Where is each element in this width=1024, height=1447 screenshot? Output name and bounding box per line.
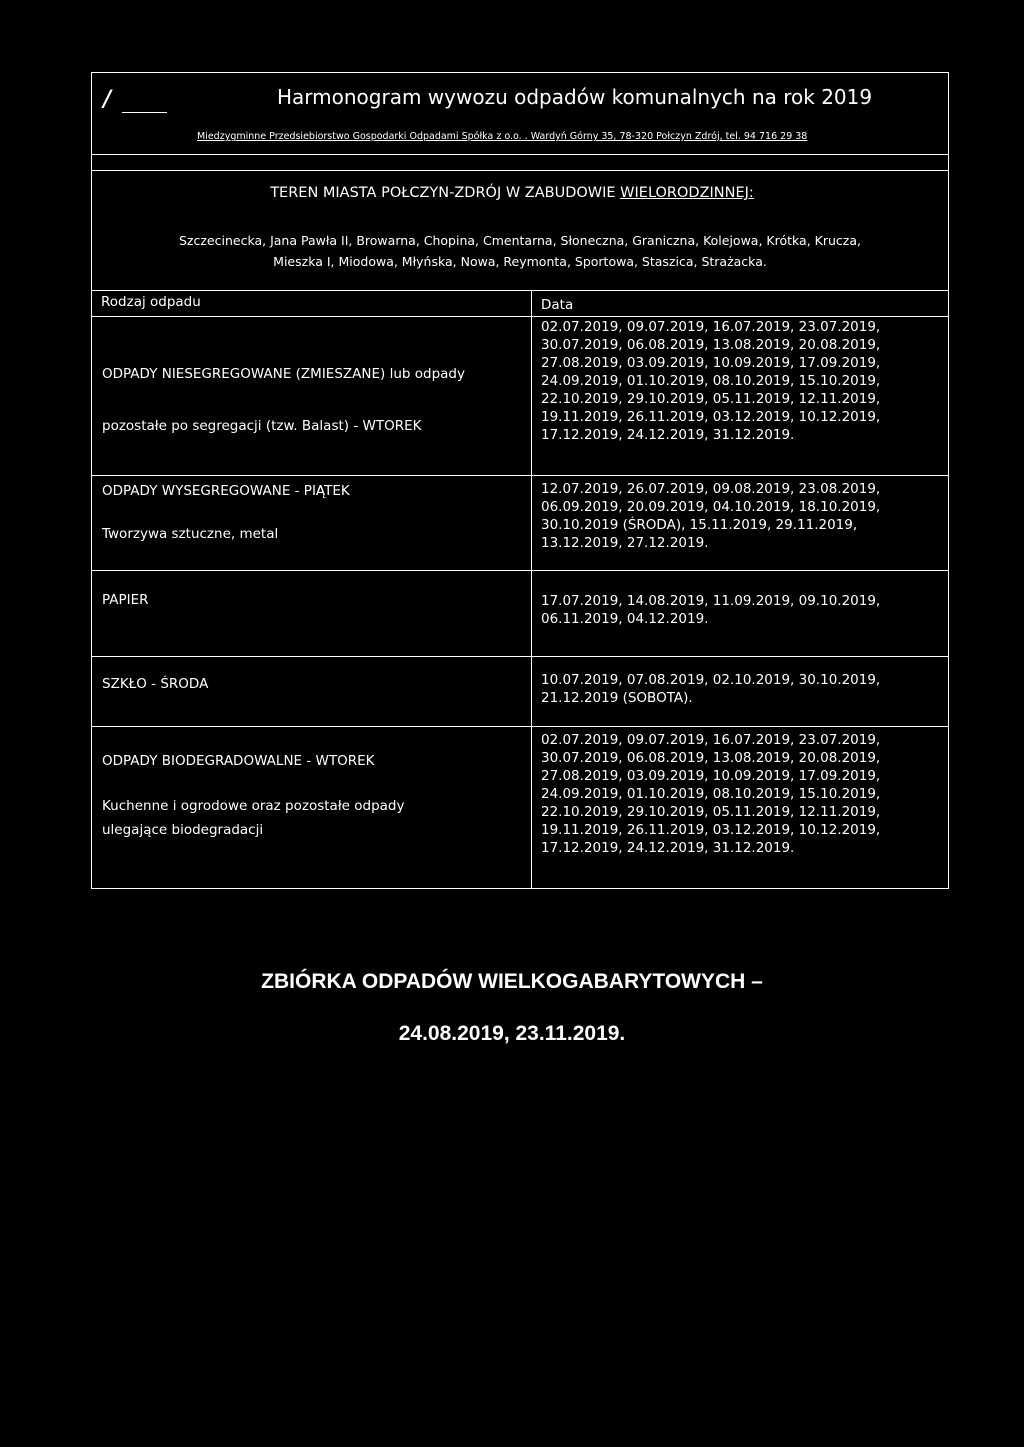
row-divider: [91, 726, 949, 727]
date-line: 19.11.2019, 26.11.2019, 03.12.2019, 10.12.2019,: [541, 822, 881, 838]
date-line: 27.08.2019, 03.09.2019, 10.09.2019, 17.09.2019,: [541, 355, 881, 371]
waste-type-bio-detail-2: ulegające biodegradacji: [102, 822, 264, 838]
logo-icon: /: [103, 86, 112, 112]
row-divider: [91, 475, 949, 476]
dates-bio: [541, 731, 880, 857]
date-line: 19.11.2019, 26.11.2019, 03.12.2019, 10.12.2019,: [541, 409, 881, 425]
waste-type-paper: PAPIER: [102, 592, 149, 608]
date-line: 02.07.2019, 09.07.2019, 16.07.2019, 23.07.2019,: [541, 732, 881, 748]
date-line: 17.07.2019, 14.08.2019, 11.09.2019, 09.10.2019,: [541, 593, 881, 609]
header-bottom-border: [91, 316, 949, 317]
area-title-underlined: WIELORODZINNEJ:: [620, 185, 754, 201]
company-info: Miedzygminne Przedsiebiorstwo Gospodarki Odpadami Spółka z o.o. . Wardyń Górny 35, 78-320 Połczyn Zdrój, tel. 94 716 29 38: [197, 131, 808, 142]
date-line: 24.09.2019, 01.10.2019, 08.10.2019, 15.10.2019,: [541, 373, 881, 389]
logo-underline: [122, 112, 167, 113]
column-header-date: Data: [541, 297, 574, 313]
streets-line-1: Szczecinecka, Jana Pawła II, Browarna, Chopina, Cmentarna, Słoneczna, Graniczna, Kolejowa, Krótka, Krucza,: [179, 233, 861, 248]
waste-type-bio-detail-1: Kuchenne i ogrodowe oraz pozostałe odpady: [102, 798, 405, 814]
date-line: 06.11.2019, 04.12.2019.: [541, 611, 709, 627]
date-line: 17.12.2019, 24.12.2019, 31.12.2019.: [541, 840, 795, 856]
date-line: 10.07.2019, 07.08.2019, 02.10.2019, 30.10.2019,: [541, 672, 881, 688]
dates-glass: [541, 671, 880, 707]
date-line: 21.12.2019 (SOBOTA).: [541, 690, 693, 706]
date-line: 02.07.2019, 09.07.2019, 16.07.2019, 23.07.2019,: [541, 319, 881, 335]
dates-mixed: [541, 318, 880, 444]
date-line: 22.10.2019, 29.10.2019, 05.11.2019, 12.11.2019,: [541, 391, 881, 407]
date-line: 06.09.2019, 20.09.2019, 04.10.2019, 18.10.2019,: [541, 499, 881, 515]
date-line: 24.09.2019, 01.10.2019, 08.10.2019, 15.10.2019,: [541, 786, 881, 802]
waste-type-glass: SZKŁO - ŚRODA: [102, 676, 209, 692]
dates-paper: [541, 592, 880, 628]
date-line: 27.08.2019, 03.09.2019, 10.09.2019, 17.09.2019,: [541, 768, 881, 784]
divider: [91, 154, 949, 155]
dates-sorted: [541, 480, 880, 552]
table-top-border: [91, 290, 949, 291]
date-line: 30.10.2019 (ŚRODA), 15.11.2019, 29.11.2019,: [541, 517, 858, 533]
date-line: 30.07.2019, 06.08.2019, 13.08.2019, 20.08.2019,: [541, 337, 881, 353]
date-line: 22.10.2019, 29.10.2019, 05.11.2019, 12.11.2019,: [541, 804, 881, 820]
streets-line-2: Mieszka I, Miodowa, Młyńska, Nowa, Reymonta, Sportowa, Staszica, Strażacka.: [273, 254, 767, 269]
date-line: 13.12.2019, 27.12.2019.: [541, 535, 709, 551]
waste-type-bio: ODPADY BIODEGRADOWALNE - WTOREK: [102, 753, 375, 769]
date-line: 17.12.2019, 24.12.2019, 31.12.2019.: [541, 427, 795, 443]
area-title: [0, 185, 1024, 201]
bulky-waste-title: ZBIÓRKA ODPADÓW WIELKOGABARYTOWYCH –: [261, 970, 763, 993]
bulky-waste-dates: 24.08.2019, 23.11.2019.: [398, 1022, 626, 1045]
waste-type-sorted: ODPADY WYSEGREGOWANE - PIĄTEK: [102, 483, 350, 499]
row-divider: [91, 656, 949, 657]
waste-type-mixed-detail: pozostałe po segregacji (tzw. Balast) - WTOREK: [102, 418, 422, 434]
row-divider: [91, 570, 949, 571]
waste-type-mixed: ODPADY NIESEGREGOWANE (ZMIESZANE) lub odpady: [102, 366, 465, 382]
divider: [91, 170, 949, 171]
column-divider: [531, 290, 532, 889]
column-header-type: Rodzaj odpadu: [101, 294, 201, 310]
date-line: 12.07.2019, 26.07.2019, 09.08.2019, 23.08.2019,: [541, 481, 881, 497]
date-line: 30.07.2019, 06.08.2019, 13.08.2019, 20.08.2019,: [541, 750, 881, 766]
page-title: Harmonogram wywozu odpadów komunalnych na rok 2019: [277, 85, 873, 109]
waste-type-sorted-detail: Tworzywa sztuczne, metal: [102, 526, 279, 542]
area-title-text: TEREN MIASTA POŁCZYN-ZDRÓJ W ZABUDOWIE: [270, 185, 621, 201]
